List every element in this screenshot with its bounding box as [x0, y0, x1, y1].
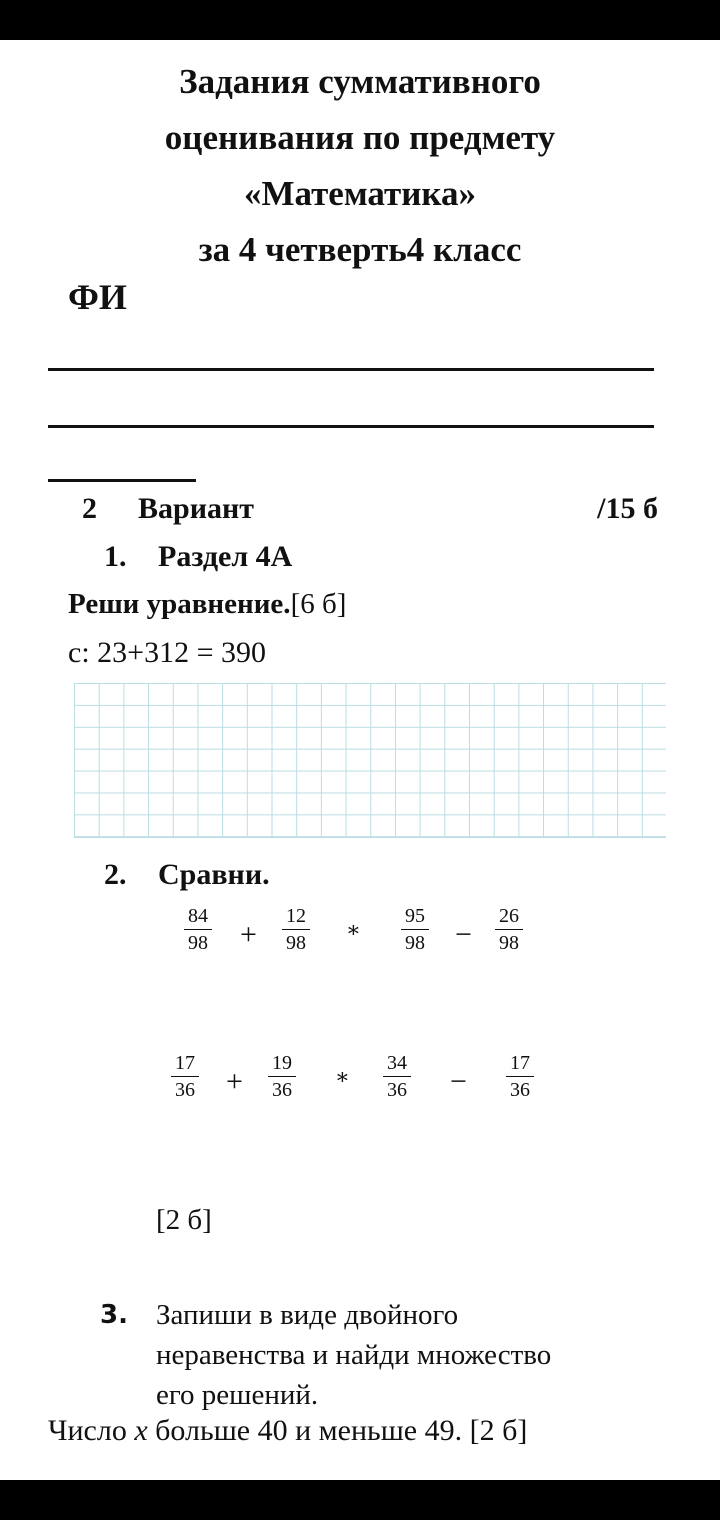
task-3-prefix: Число	[48, 1414, 135, 1447]
task-1-equation: c: 23+312 = 390	[68, 636, 266, 669]
task-3-statement	[48, 1414, 527, 1448]
fraction-1c	[401, 903, 429, 956]
numerator: 26	[495, 903, 523, 930]
section-3-line-2: неравенства и найди множество	[156, 1339, 552, 1371]
section-2-label: Сравни.	[158, 858, 270, 891]
name-underline-3[interactable]	[48, 479, 196, 482]
document-page	[0, 40, 720, 1480]
section-2-heading	[104, 858, 270, 892]
denominator: 98	[286, 932, 306, 954]
task-1-instruction	[68, 588, 346, 621]
answer-grid[interactable]	[74, 683, 666, 838]
numerator: 95	[401, 903, 429, 930]
fraction-1d	[495, 903, 523, 956]
fraction-2a	[171, 1050, 199, 1103]
minus-sign: −	[450, 1065, 467, 1098]
section-3-line-3: его решений.	[156, 1379, 319, 1411]
name-underline-1[interactable]	[48, 368, 654, 371]
numerator: 12	[282, 903, 310, 930]
denominator: 36	[387, 1079, 407, 1101]
plus-sign: +	[240, 918, 257, 951]
variant-label: Вариант	[138, 492, 255, 525]
total-score: /15 б	[597, 492, 658, 525]
denominator: 36	[272, 1079, 292, 1101]
task-1-points: [6 б]	[290, 588, 347, 620]
fraction-1b	[282, 903, 310, 956]
numerator: 17	[171, 1050, 199, 1077]
plus-sign: +	[226, 1065, 243, 1098]
task-2-points: [2 б]	[156, 1204, 212, 1236]
section-3-line-1: Запиши в виде двойного	[156, 1299, 459, 1331]
task-3-suffix: больше 40 и меньше 49. [2 б]	[147, 1414, 528, 1447]
section-1-number: 1.	[104, 540, 127, 573]
name-label: ФИ	[68, 277, 127, 317]
fraction-2d	[506, 1050, 534, 1103]
section-1-heading	[104, 540, 292, 574]
title-line-3: «Математика»	[243, 174, 477, 213]
section-3-number: 3.	[100, 1300, 128, 1330]
task-3-variable: x	[134, 1414, 148, 1447]
task-1-label: Реши уравнение.	[68, 588, 291, 620]
name-underline-2[interactable]	[48, 425, 654, 428]
title-line-2: оценивания по предмету	[164, 118, 556, 157]
numerator: 84	[184, 903, 212, 930]
denominator: 98	[499, 932, 519, 954]
numerator: 19	[268, 1050, 296, 1077]
numerator: 17	[506, 1050, 534, 1077]
section-2-number: 2.	[104, 858, 127, 891]
title-line-1: Задания суммативного	[179, 62, 541, 101]
fraction-1a	[184, 903, 212, 956]
denominator: 98	[188, 932, 208, 954]
denominator: 36	[175, 1079, 195, 1101]
section-1-label: Раздел 4А	[158, 540, 293, 573]
variant-heading	[82, 492, 254, 526]
compare-placeholder[interactable]: ∗	[346, 917, 361, 942]
variant-number: 2	[82, 492, 97, 525]
title-line-4: за 4 четверть4 класс	[198, 230, 522, 269]
denominator: 36	[510, 1079, 530, 1101]
section-3-text	[156, 1295, 696, 1415]
fraction-2c	[383, 1050, 411, 1103]
fraction-2b	[268, 1050, 296, 1103]
document-title	[0, 54, 720, 278]
denominator: 98	[405, 932, 425, 954]
compare-placeholder[interactable]: ∗	[335, 1064, 350, 1089]
numerator: 34	[383, 1050, 411, 1077]
minus-sign: −	[455, 918, 472, 951]
